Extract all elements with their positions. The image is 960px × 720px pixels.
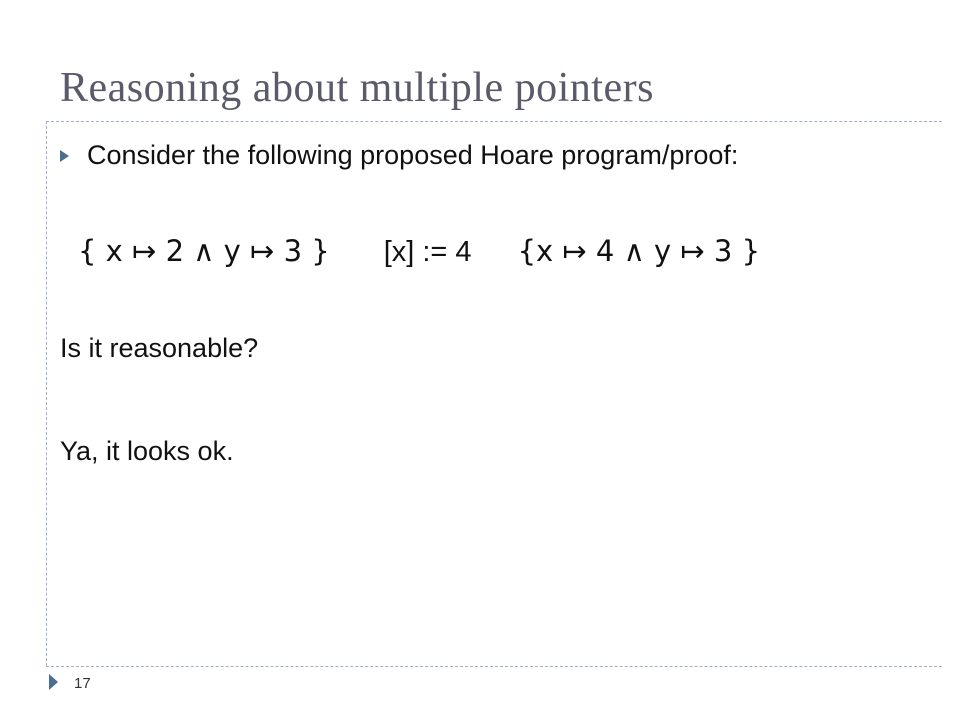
triangle-bullet-icon	[60, 150, 69, 162]
precondition: { x ↦ 2 ∧ y ↦ 3 }	[78, 234, 330, 268]
question-text: Is it reasonable?	[60, 333, 259, 363]
bullet-item	[60, 140, 738, 171]
footer-divider	[46, 666, 942, 667]
page-number: 17	[74, 675, 91, 692]
hoare-triple	[78, 234, 760, 269]
footer-triangle-icon	[49, 674, 58, 690]
slide-title: Reasoning about multiple pointers	[60, 65, 654, 111]
command: [x] := 4	[383, 236, 472, 268]
postcondition: {x ↦ 4 ∧ y ↦ 3 }	[517, 234, 761, 268]
left-margin-rule	[46, 121, 47, 666]
answer-text: Ya, it looks ok.	[60, 436, 234, 466]
title-divider	[46, 121, 942, 122]
bullet-text: Consider the following proposed Hoare program/proof:	[87, 140, 739, 170]
